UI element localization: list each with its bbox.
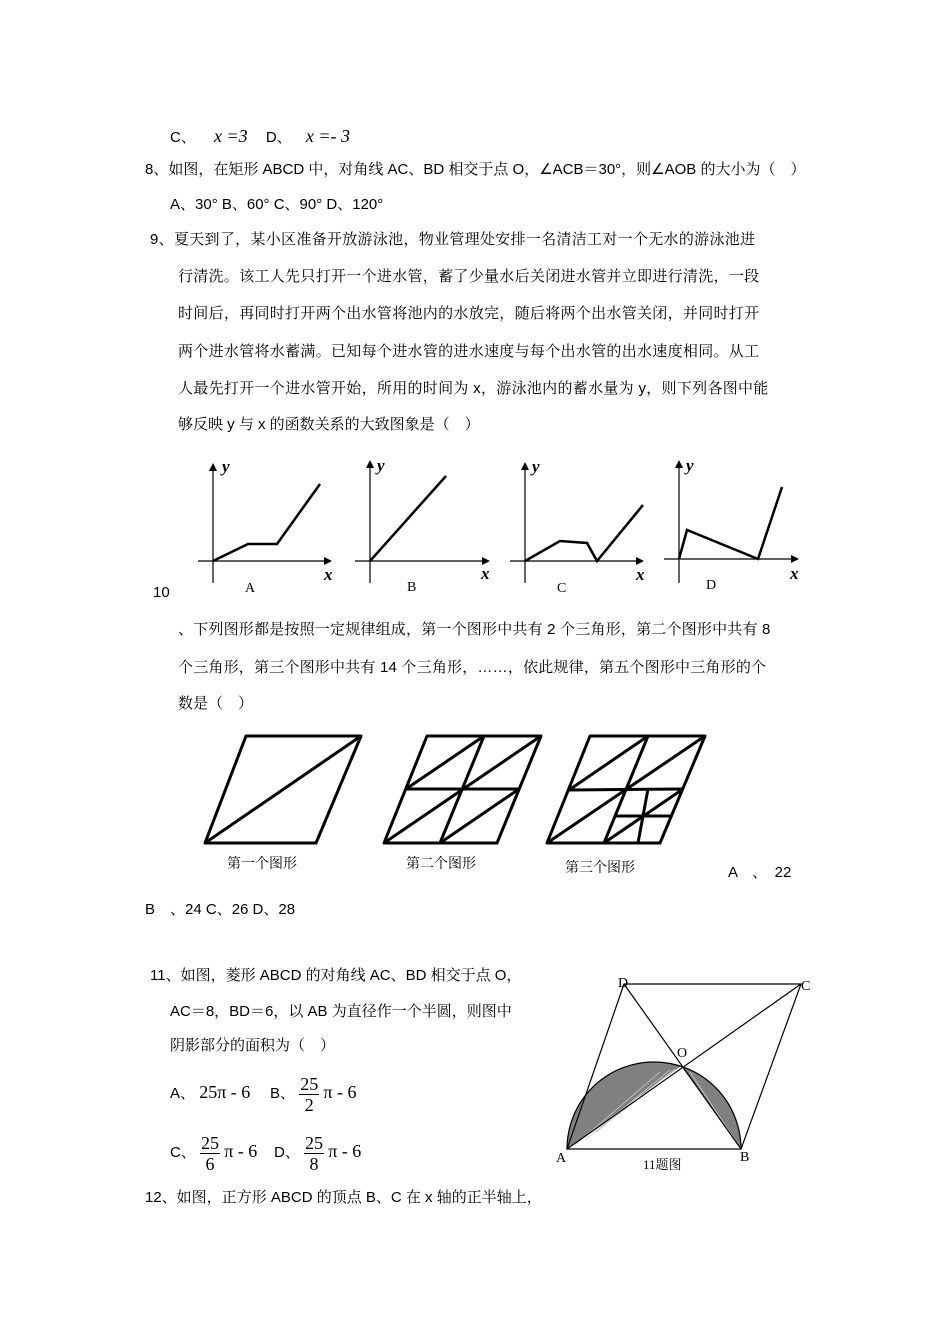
q11-opt-c-tail: π - 6 xyxy=(224,1141,258,1161)
q11-opt-a-expr: 25π - 6 xyxy=(199,1082,251,1102)
graph-d-letter: D xyxy=(706,578,717,593)
graph-c-y-label: y xyxy=(532,457,540,476)
q11-line-3: 阴影部分的面积为（ ） xyxy=(170,1037,336,1054)
q11-label-b: B xyxy=(740,1150,750,1165)
q10-line-2: 个三角形，第三个图形中共有 14 个三角形，……，依此规律，第五个图形中三角形的个 xyxy=(178,659,767,676)
graph-b-letter: B xyxy=(407,580,417,595)
q11-opt-a-label: A、 xyxy=(170,1085,196,1102)
q8-text: 8、如图，在矩形 ABCD 中，对角线 AC、BD 相交于点 O，∠ACB＝30°，则∠AOB 的大小为（ ） xyxy=(145,161,806,178)
graph-a-y-label: y xyxy=(222,457,230,476)
q9-line-3: 时间后，再同时打开两个出水管将池内的水放完，随后将两个出水管关闭，并同时打开 xyxy=(178,305,760,322)
q10-caption-1: 第一个图形 xyxy=(227,856,297,872)
q10-caption-2: 第二个图形 xyxy=(406,856,476,872)
q9-line-6: 够反映 y 与 x 的函数关系的大致图象是（ ） xyxy=(178,416,480,433)
q11-opt-d-label: D、 xyxy=(274,1144,300,1161)
q11-opt-c-den: 6 xyxy=(205,1153,215,1174)
q11-opt-c-num: 25 xyxy=(201,1132,220,1153)
q10-line-1: 、下列图形都是按照一定规律组成，第一个图形中共有 2 个三角形，第二个图形中共有 8 xyxy=(178,621,771,638)
graph-d-x-label: x xyxy=(790,564,799,583)
graph-c-x-label: x xyxy=(636,565,645,584)
q7-option-c-expr: x =3 xyxy=(214,126,248,146)
q11-label-d: D xyxy=(618,976,629,991)
q11-opt-b-tail: π - 6 xyxy=(323,1082,357,1102)
q11-opt-c-label: C、 xyxy=(170,1144,196,1161)
q10-caption-3: 第三个图形 xyxy=(565,860,635,876)
q9-line-4: 两个进水管将水蓄满。已知每个进水管的进水速度与每个出水管的出水速度相同。从工 xyxy=(178,343,760,360)
graph-b-x-label: x xyxy=(481,564,490,583)
q11-opt-b-den: 2 xyxy=(304,1094,314,1115)
q11-label-c: C xyxy=(801,979,811,994)
graph-a-x-label: x xyxy=(324,565,333,584)
q11-opt-d-den: 8 xyxy=(309,1153,319,1174)
q11-label-o: O xyxy=(677,1046,688,1061)
q7-option-d-label: D、 xyxy=(265,129,292,146)
graph-a-letter: A xyxy=(245,581,256,596)
q11-line-1: 11、如图，菱形 ABCD 的对角线 AC、BD 相交于点 O， xyxy=(150,967,522,984)
q11-opt-d-tail: π - 6 xyxy=(328,1141,362,1161)
q9-line-1: 9、夏天到了，某小区准备开放游泳池，物业管理处安排一名清洁工对一个无水的游泳池进 xyxy=(150,231,756,248)
q10-option-a: A 、 22 xyxy=(728,864,792,881)
q11-opt-b-num: 25 xyxy=(300,1073,319,1094)
graph-c-letter: C xyxy=(557,581,567,596)
q8-options: A、30° B、60° C、90° D、120° xyxy=(170,196,384,213)
q12-text: 12、如图，正方形 ABCD 的顶点 B、C 在 x 轴的正半轴上， xyxy=(145,1189,542,1206)
q9-line-5: 人最先打开一个进水管开始，所用的时间为 x，游泳池内的蓄水量为 y，则下列各图中能 xyxy=(178,380,769,397)
q11-diagonal-ac xyxy=(567,984,801,1149)
graph-d-y-label: y xyxy=(686,456,694,475)
q10-number: 10 xyxy=(153,584,170,601)
q11-opt-b-label: B、 xyxy=(270,1085,296,1102)
q10-options-rest: B 、24 C、26 D、28 xyxy=(145,901,296,918)
q7-option-c-label: C、 xyxy=(170,129,196,146)
q10-line-3: 数是（ ） xyxy=(178,695,254,712)
q7-option-d-expr: x =- 3 xyxy=(305,126,350,146)
q11-opt-d-num: 25 xyxy=(305,1132,324,1153)
q11-label-a: A xyxy=(556,1151,567,1166)
graph-b-y-label: y xyxy=(377,456,385,475)
q9-line-2: 行清洗。该工人先只打开一个进水管，蓄了少量水后关闭进水管并立即进行清洗，一段 xyxy=(178,268,760,285)
q11-line-2: AC＝8，BD＝6，以 AB 为直径作一个半圆，则图中 xyxy=(170,1003,512,1020)
q11-caption: 11题图 xyxy=(643,1157,682,1172)
